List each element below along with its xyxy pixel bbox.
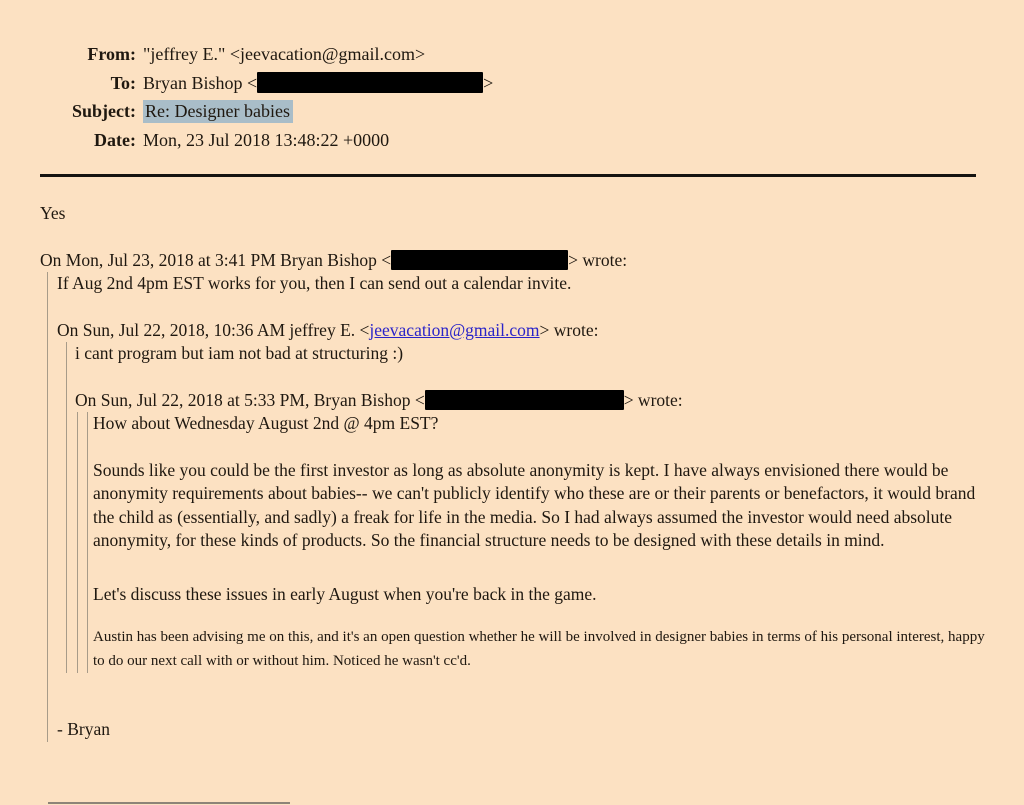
to-value-suffix: > [483, 72, 494, 93]
quote-level-2 [66, 342, 988, 673]
redacted-email-address-bar [391, 250, 568, 270]
attribution-jul22-am-suffix: > wrote: [539, 319, 599, 340]
attribution-jul22-pm [75, 389, 988, 413]
signature-text: - Bryan [57, 719, 110, 739]
attribution-jul22-pm-prefix: On Sun, Jul 22, 2018 at 5:33 PM, Bryan Bishop < [75, 389, 425, 410]
to-value [143, 69, 493, 98]
quote2-text: i cant program but iam not bad at structuring :) [75, 343, 404, 363]
date-label: Date: [94, 129, 136, 150]
from-label: From: [87, 44, 136, 64]
subject-highlighted-text: Re: Designer babies [143, 100, 293, 123]
reply-text: Yes [40, 203, 66, 223]
attribution-jul22-pm-suffix: > wrote: [623, 389, 683, 410]
from-value: "jeffrey E." <jeevacation@gmail.com> [143, 44, 426, 64]
header-row-subject [40, 97, 1024, 126]
redacted-email-address-bar [257, 72, 483, 93]
quote4-paragraph-schedule: How about Wednesday August 2nd @ 4pm EST? [93, 413, 439, 433]
quote-level-4 [87, 412, 988, 673]
to-value-prefix: Bryan Bishop < [143, 72, 258, 93]
email-body [40, 202, 988, 742]
quote1-text: If Aug 2nd 4pm EST works for you, then I can send out a calendar invite. [57, 273, 572, 293]
header-row-date [40, 126, 1024, 155]
quote4-paragraph-austin-note: Austin has been advising me on this, and it's an open question whether he will be involved in designer babies in terms of his personal interest, happy to do our next call with or without him. Noticed he wasn't cc'd. [93, 629, 985, 669]
header-body-divider [40, 174, 976, 177]
bottom-partial-divider [48, 802, 290, 804]
subject-label: Subject: [72, 101, 136, 121]
attribution-jul23 [40, 249, 988, 273]
quote-level-3 [77, 412, 988, 673]
header-row-from [40, 40, 1024, 69]
redacted-email-address-bar [425, 390, 624, 410]
attribution-jul23-prefix: On Mon, Jul 23, 2018 at 3:41 PM Bryan Bishop < [40, 249, 392, 270]
attribution-jul22-am-prefix: On Sun, Jul 22, 2018, 10:36 AM jeffrey E. < [57, 319, 370, 340]
email-message-view [0, 40, 1024, 805]
email-headers [40, 40, 1024, 154]
attribution-jul23-suffix: > wrote: [568, 249, 628, 270]
subject-value [143, 97, 293, 126]
quote4-paragraph-discuss: Let's discuss these issues in early August when you're back in the game. [93, 583, 597, 604]
header-row-to [40, 69, 1024, 98]
quote-level-1 [47, 272, 988, 742]
attribution-jul22-am [57, 319, 988, 343]
sender-email-link[interactable]: jeevacation@gmail.com [369, 319, 540, 340]
date-value: Mon, 23 Jul 2018 13:48:22 +0000 [143, 129, 390, 150]
quote4-paragraph-anonymity: Sounds like you could be the first investor as long as absolute anonymity is kept. I have always envisioned there would be anonymity requirements about babies-- we can't publicly identify who these are or their parents or benefactors, it would brand the child as (essentially, and sadly) a freak for life in the media. So I had always assumed the investor would need absolute anonymity, for these kinds of products. So the financial structure needs to be designed with these details in mind. [93, 459, 976, 550]
to-label: To: [110, 72, 136, 93]
